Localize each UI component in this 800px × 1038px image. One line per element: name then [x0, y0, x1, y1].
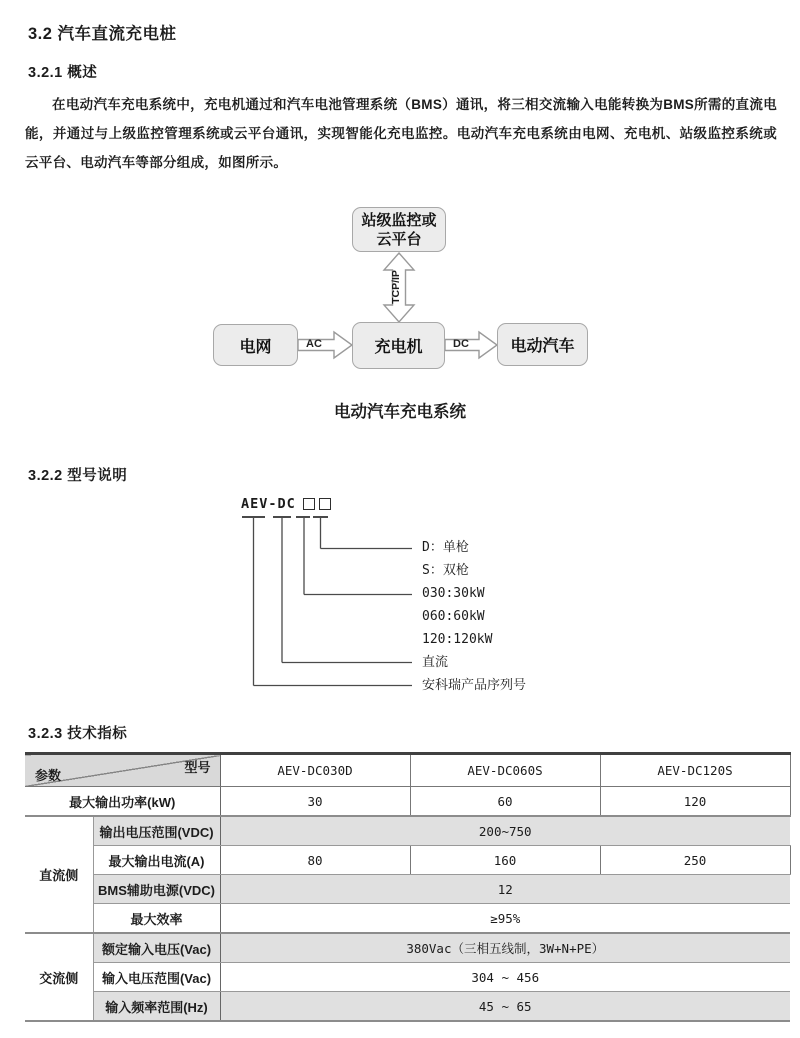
- model-code-box-2: [319, 498, 331, 510]
- dc-side-group-label: 直流侧: [25, 816, 93, 933]
- overview-heading: 3.2.1 概述: [28, 65, 98, 81]
- tcpip-label: TCP/IP: [390, 270, 402, 304]
- grid-box: [213, 324, 298, 366]
- ac-side-group-label: 交流侧: [25, 933, 93, 1021]
- table-row: [25, 787, 790, 817]
- charger-label: 充电机: [374, 339, 423, 356]
- legend-power-060: 060:60kW: [422, 609, 485, 624]
- legend-power-030: 030:30kW: [422, 586, 485, 601]
- overview-paragraph: 在电动汽车充电系统中，充电机通过和汽车电池管理系统（BMS）通讯，将三相交流输入电能转换为BMS所需的直流电能，并通过与上级监控管理系统或云平台通讯，实现智能化充电监控。电动汽车充电系统由电网、充电机、站级监控系统或云平台、电动汽车等部分组成，如图所示。: [25, 97, 777, 170]
- legend-gun-s: S：双枪: [422, 563, 469, 578]
- bms-power-value: 12: [220, 875, 790, 904]
- max-current-label: 最大输出电流(A): [93, 846, 220, 875]
- max-power-060s: 60: [410, 787, 600, 817]
- specs-section-heading: 3.2.3 技术指标: [28, 726, 128, 742]
- model-header-030d: AEV-DC030D: [220, 754, 410, 787]
- table-row: [25, 816, 790, 846]
- grid-label: 电网: [239, 338, 272, 356]
- model-code-box-1: [303, 498, 315, 510]
- cloud-platform-label-line1: 站级监控或: [361, 211, 437, 229]
- table-row: [25, 963, 790, 992]
- table-row: [25, 875, 790, 904]
- ac-label: AC: [306, 338, 322, 350]
- ev-label: 电动汽车: [510, 338, 575, 355]
- max-current-030d: 80: [220, 846, 410, 875]
- cloud-platform-box: [352, 207, 446, 252]
- legend-gun-d: D：单枪: [422, 540, 469, 555]
- model-header-060s: AEV-DC060S: [410, 754, 600, 787]
- corner-header-cell: [25, 754, 220, 787]
- max-current-120s: 250: [600, 846, 790, 875]
- ev-box: [497, 323, 588, 366]
- table-row: [25, 846, 790, 875]
- max-efficiency-label: 最大效率: [93, 904, 220, 934]
- legend-series: 安科瑞产品序列号: [422, 677, 527, 693]
- corner-model-label: 型号: [184, 760, 211, 775]
- dc-label: DC: [453, 338, 469, 350]
- table-row: [25, 904, 790, 934]
- model-prefix: AEV-DC: [241, 496, 296, 512]
- max-power-label: 最大输出功率(kW): [25, 787, 220, 817]
- vdc-range-value: 200~750: [220, 816, 790, 846]
- diagram-caption: 电动汽车充电系统: [334, 403, 466, 421]
- vdc-range-label: 输出电压范围(VDC): [93, 816, 220, 846]
- corner-param-label: 参数: [35, 768, 62, 783]
- model-number: [241, 496, 331, 512]
- charger-box: [352, 322, 445, 369]
- table-row: [25, 933, 790, 963]
- cloud-platform-label-line2: 云平台: [376, 230, 422, 248]
- legend-power-120: 120:120kW: [422, 632, 493, 647]
- bms-power-label: BMS辅助电源(VDC): [93, 875, 220, 904]
- rated-vac-label: 额定输入电压(Vac): [93, 933, 220, 963]
- rated-vac-value: 380Vac（三相五线制，3W+N+PE）: [220, 933, 790, 963]
- freq-range-label: 输入频率范围(Hz): [93, 992, 220, 1022]
- max-current-060s: 160: [410, 846, 600, 875]
- legend-dc: 直流: [422, 654, 449, 670]
- model-section-heading: 3.2.2 型号说明: [28, 468, 128, 484]
- max-power-120s: 120: [600, 787, 790, 817]
- vac-range-label: 输入电压范围(Vac): [93, 963, 220, 992]
- vac-range-value: 304 ~ 456: [220, 963, 790, 992]
- specs-table: [25, 752, 791, 1022]
- max-power-030d: 30: [220, 787, 410, 817]
- table-row: [25, 754, 790, 787]
- section-title: 3.2 汽车直流充电桩: [28, 25, 177, 43]
- freq-range-value: 45 ~ 65: [220, 992, 790, 1022]
- max-efficiency-value: ≥95%: [220, 904, 790, 934]
- model-header-120s: AEV-DC120S: [600, 754, 790, 787]
- table-row: [25, 992, 790, 1022]
- model-connector-lines: [254, 517, 413, 686]
